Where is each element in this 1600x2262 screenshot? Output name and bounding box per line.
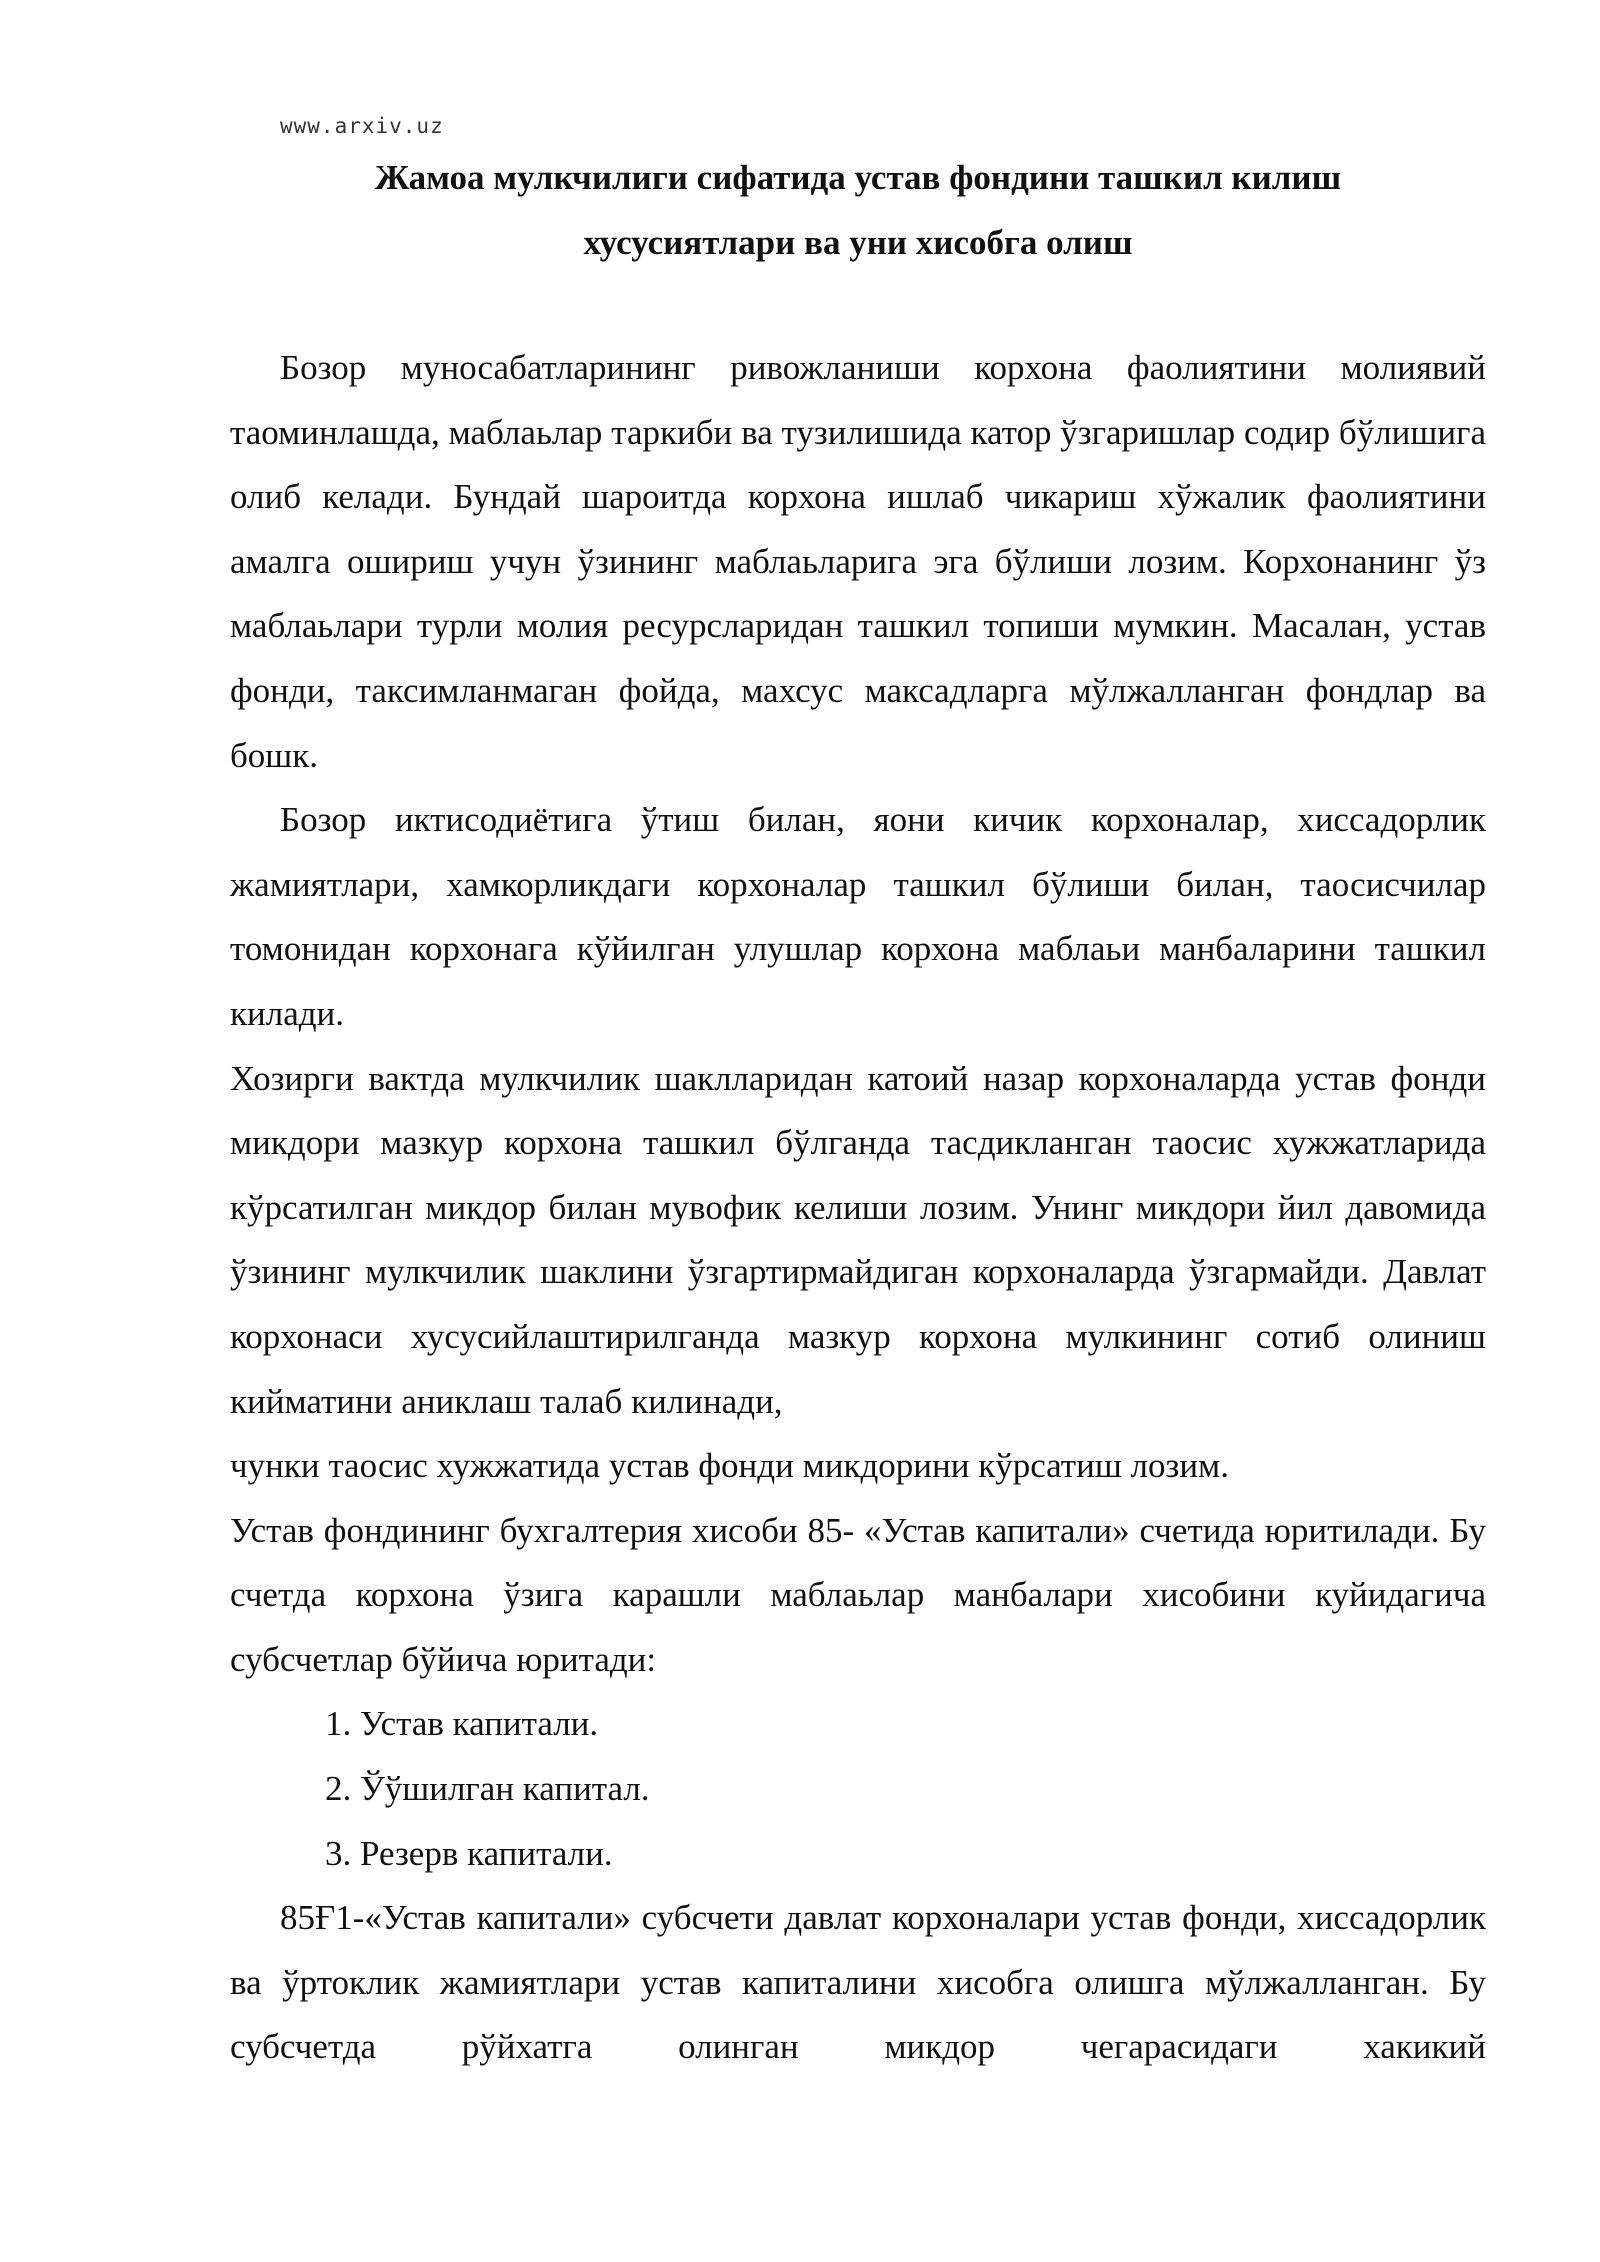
document-body	[230, 336, 1486, 2080]
document-title-line-1: Жамоа мулкчилиги сифатида устав фондини ташкил килиш	[374, 158, 1342, 197]
paragraph-1: Бозор муносабатларининг ривожланиши корхона фаолиятини молиявий таоминлашда, маблаьлар таркиби ва тузилишида катор ўзгаришлар содир бўлишига олиб келади. Бундай шароитда корхона ишлаб чикариш хўжалик фаолиятини амалга ошириш учун ўзининг маблаьларига эга бўлиши лозим. Корхонанинг ўз маблаьлари турли молия ресурсларидан ташкил топиши мумкин. Масалан, устав фонди, таксимланмаган фойда, махсус максадларга мўлжалланган фондлар ва бошк.	[230, 348, 1486, 775]
paragraph-2: Бозор иктисодиётига ўтиш билан, яони кичик корхоналар, хиссадорлик жамиятлари, хамкорликдаги корхоналар ташкил бўлиши билан, таосисчилар томонидан корхонага кўйилган улушлар корхона маблаьи манбаларини ташкил килади.	[230, 800, 1486, 1033]
document-title-line-2: хусусиятлари ва уни хисобга олиш	[583, 223, 1133, 262]
site-watermark: www.arxiv.uz	[280, 114, 444, 138]
paragraph-5: Устав фондининг бухгалтерия хисоби 85- «Устав капитали» счетида юритилади. Бу счетда корхона ўзига карашли маблаьлар манбалари хисобини куйидагича субсчетлар бўйича юритади:	[230, 1510, 1486, 1679]
list-item: 3. Резерв капитали.	[325, 1833, 613, 1873]
paragraph-6: 85Ғ1-«Устав капитали» субсчети давлат корхоналари устав фонди, хиссадорлик ва ўртоклик жамиятлари устав капиталини хисобга олишга мўлжалланган. Бу субсчетда рўйхатга олинган микдор чегарасидаги хакикий	[230, 1898, 1486, 2067]
paragraph-4: чунки таосис хужжатида устав фонди микдорини кўрсатиш лозим.	[230, 1446, 1229, 1486]
list-item: 2. Ўўшилган капитал.	[325, 1769, 650, 1809]
list-item: 1. Устав капитали.	[325, 1704, 599, 1744]
paragraph-3: Хозирги вактда мулкчилик шаклларидан катоий назар корхоналарда устав фонди микдори мазкур корхона ташкил бўлганда тасдикланган таосис хужжатларида кўрсатилган микдор билан мувофик келиши лозим. Унинг микдори йил давомида ўзининг мулкчилик шаклини ўзгартирмайдиган корхоналарда ўзгармайди. Давлат корхонаси хусусийлаштирилганда мазкур корхона мулкининг сотиб олиниш кийматини аниклаш талаб килинади,	[230, 1058, 1486, 1421]
